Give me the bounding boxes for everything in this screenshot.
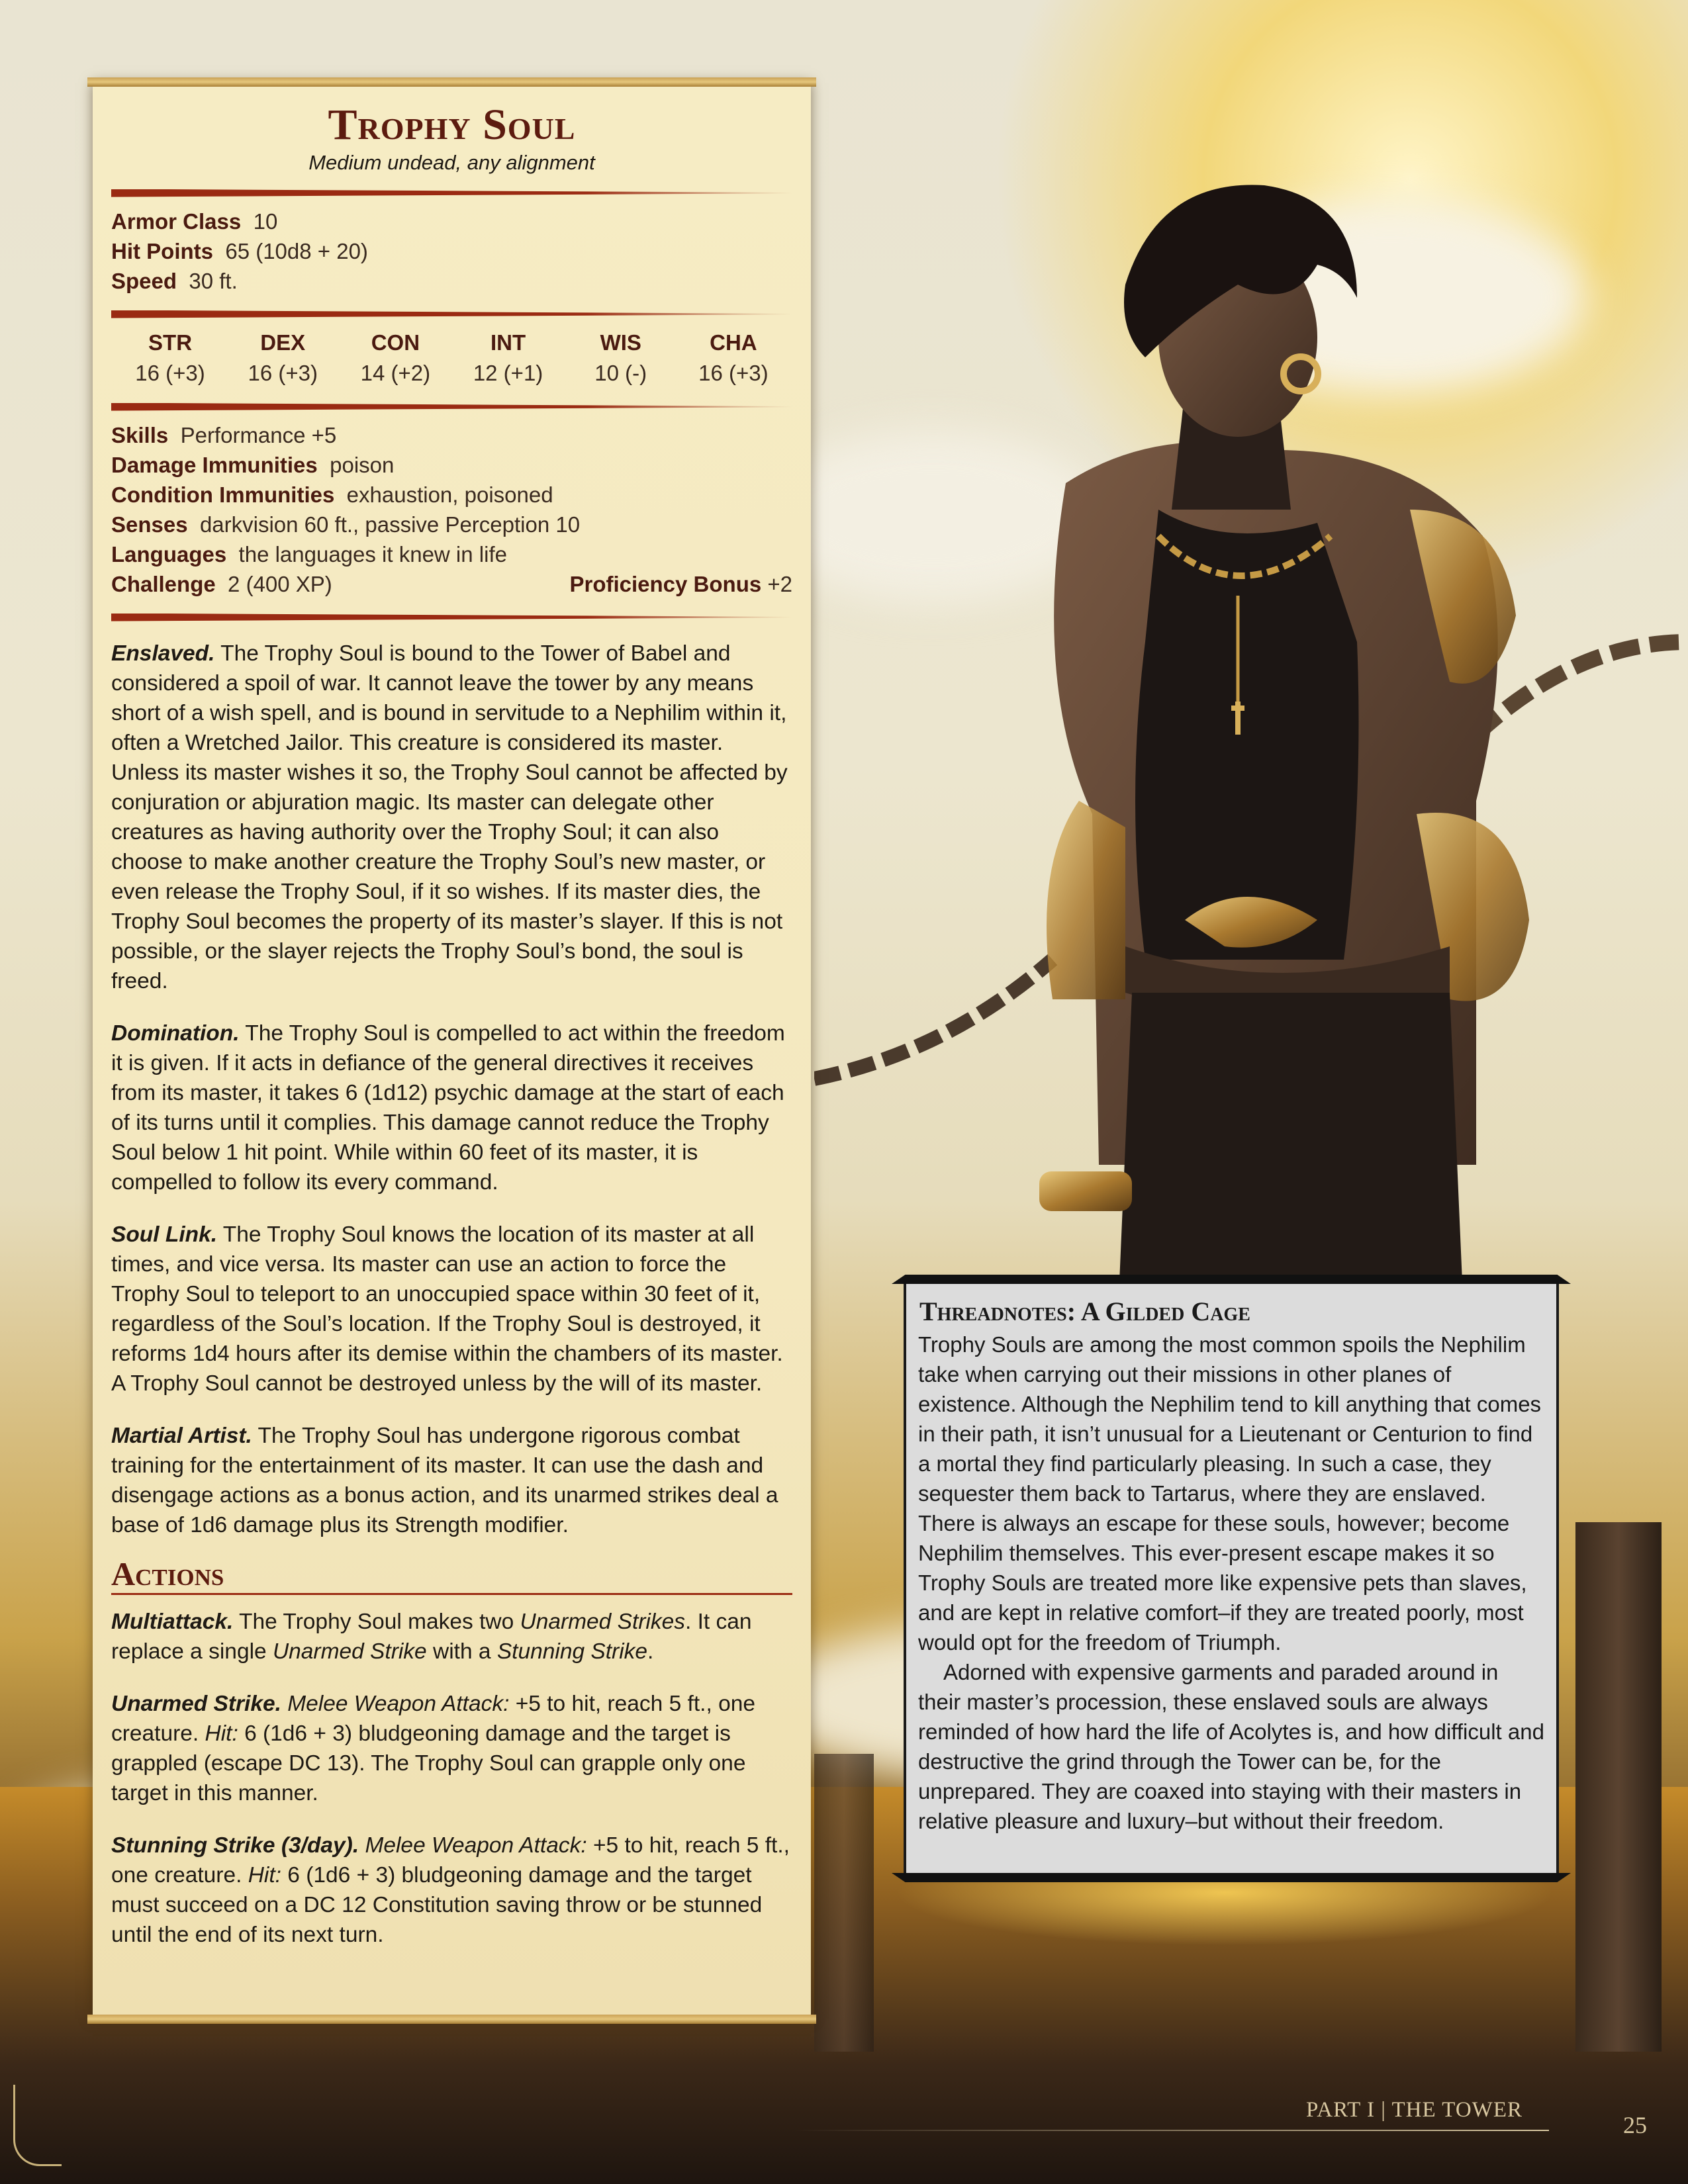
threadnotes-sidebar (904, 1284, 1559, 1873)
action-multiattack: Multiattack. The Trophy Soul makes two Unarmed Strikes. It can replace a single Unarmed Strike with a Stunning Strike. (111, 1609, 752, 1664)
condition-immunities: Condition Immunities exhaustion, poisoned (111, 482, 553, 507)
stat-block (93, 83, 811, 2019)
chained-figure-illustration (814, 139, 1688, 1297)
ability-scores (111, 328, 792, 388)
ability-cha: CHA 16 (+3) (698, 330, 769, 385)
action-unarmed-strike: Unarmed Strike. Melee Weapon Attack: +5 to hit, reach 5 ft., one creature. Hit: 6 (1d6 + 3) bludgeoning damage and the target is grappled (escape DC 13). The Trophy Soul can grapple only one target in this manner. (111, 1691, 755, 1805)
trait-soul-link: Soul Link. The Trophy Soul knows the location of its master at all times, and vice versa. Its master can use an action to force the Trophy Soul to teleport to an unoccupied space within 30 feet of it, regardless of the Soul’s location. If the Trophy Soul is destroyed, it reforms 1d4 hours after its demise within the chambers of its master. A Trophy Soul cannot be destroyed unless by the will of its master. (111, 1222, 783, 1396)
divider (111, 614, 792, 621)
page-number: 25 (1623, 2112, 1647, 2138)
divider (111, 189, 792, 197)
sidebar-paragraph: Trophy Souls are among the most common spoils the Nephilim take when carrying out their missions in other planes of existence. Although the Nephilim tend to kill anything that comes in their path, it isn’t unusual for a Lieutenant or Centurion to find a mortal they find particularly pleasing. In such a case, they sequester them back to Tartarus, where they are enslaved. There is always an escape for these souls, however; become Nephilim themselves. This ever-present escape makes it so Trophy Souls are treated more like expensive pets than slaves, and are kept in relative comfort–if they are treated poorly, most would opt for the freedom of Triumph. (918, 1332, 1542, 1655)
running-head: PART I | THE TOWER (1305, 2098, 1523, 2122)
sidebar-paragraph: Adorned with expensive garments and paraded around in their master’s procession, these enslaved souls are always reminded of how hard the life of Acolytes is, and how difficult and destructive the grind through the Tower can be, for the unprepared. They are coaxed into staying with their masters in relative pleasure and luxury–but without their freedom. (918, 1660, 1544, 1833)
pillar (814, 1754, 874, 2052)
challenge: Challenge 2 (400 XP) (111, 571, 332, 596)
sidebar-title: Threadnotes: A Gilded Cage (919, 1297, 1250, 1326)
trait-domination: Domination. The Trophy Soul is compelled to act within the freedom it is given. If it acts in defiance of the general directives it receives from its master, it takes 6 (1d12) psychic damage at the start of each of its turns until it complies. This damage cannot reduce the Trophy Soul below 1 hit point. While within 60 feet of its master, it is compelled to follow its every command. (111, 1021, 785, 1195)
creature-name: Trophy Soul (328, 101, 576, 149)
corner-ornament (13, 2085, 62, 2166)
languages: Languages the languages it knew in life (111, 541, 507, 567)
armor-class: Armor Class 10 (111, 208, 278, 234)
footer-rule (794, 2130, 1549, 2131)
ability-dex: DEX 16 (+3) (248, 330, 318, 385)
skills: Skills Performance +5 (111, 422, 337, 447)
speed: Speed 30 ft. (111, 268, 238, 293)
creature-type: Medium undead, any alignment (308, 150, 595, 174)
divider (111, 403, 792, 411)
actions-heading: Actions (111, 1555, 792, 1595)
trait-enslaved: Enslaved. The Trophy Soul is bound to the Tower of Babel and considered a spoil of war. It cannot leave the tower by any means short of a wish spell, and is bound in servitude to a Nephilim within it, often a Wretched Jailor. This creature is considered its master. Unless its master wishes it so, the Trophy Soul cannot be affected by conjuration or abjuration magic. Its master can delegate other creatures as having authority over the Trophy Soul; it can also choose to make another creature the Trophy Soul’s new master, or even release the Trophy Soul, if it so wishes. If its master dies, the Trophy Soul becomes the property of its master’s slayer. If this is not possible, or the slayer rejects the Trophy Soul’s bond, the soul is freed. (111, 641, 788, 993)
hit-points: Hit Points 65 (10d8 + 20) (111, 238, 368, 263)
ability-wis: WIS 10 (-) (594, 330, 647, 385)
senses: Senses darkvision 60 ft., passive Perception 10 (111, 512, 581, 537)
pillar (1575, 1522, 1662, 2052)
ability-con: CON 14 (+2) (360, 330, 431, 385)
damage-immunities: Damage Immunities poison (111, 452, 395, 477)
sidebar-bottom-bar (892, 1873, 1571, 1882)
divider (111, 310, 792, 318)
ability-int: INT 12 (+1) (473, 330, 543, 385)
challenge-row (111, 569, 792, 599)
ability-str: STR 16 (+3) (135, 330, 205, 385)
sidebar-top-bar (892, 1275, 1571, 1284)
trait-martial-artist: Martial Artist. The Trophy Soul has undergone rigorous combat training for the entertainment of its master. It can use the dash and disengage actions as a bonus action, and its unarmed strikes deal a base of 1d6 damage plus its Strength modifier. (111, 1423, 778, 1537)
action-stunning-strike: Stunning Strike (3/day). Melee Weapon Attack: +5 to hit, reach 5 ft., one creature. Hit: 6 (1d6 + 3) bludgeoning damage and the target must succeed on a DC 12 Constitution saving throw or be stunned until the end of its next turn. (111, 1833, 790, 1947)
proficiency-bonus: Proficiency Bonus +2 (569, 571, 792, 596)
